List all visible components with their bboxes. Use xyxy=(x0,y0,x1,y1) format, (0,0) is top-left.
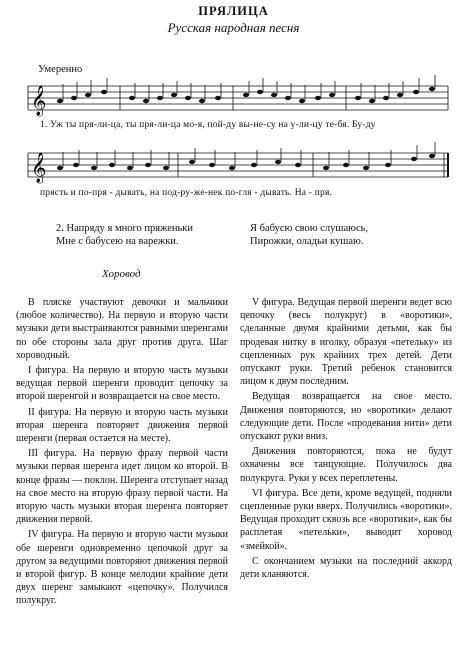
paragraph: II фигура. На первую и вторую часть музыки вторая шеренга повторяет движения первой шеренги (первая остается на месте). xyxy=(16,406,228,445)
tempo-marking: Умеренно xyxy=(38,64,83,75)
lyrics-line-2: прясть и по-пря - дывать, на под-ру-же-нек по-гля - дывать. На - пря. xyxy=(40,188,333,198)
song-subtitle: Русская народная песня xyxy=(167,20,300,35)
verse-line: 2. Напряду я много пряженьки xyxy=(56,223,194,234)
paragraph: III фигура. На первую фразу первой части музыки первая шеренга идет лицом ко второй. В конце фразы — поклон. Шеренга отступает назад на свое место на вторую фразу первой части. На вторую часть музыки вторая шеренга повторяет движения первой. xyxy=(16,448,228,526)
paragraph: С окончанием музыки на последний аккорд дети кланяются. xyxy=(240,555,452,581)
paragraph: VI фигура. Все дети, кроме ведущей, подняли сцепленные руки вверх. Получились «воротики». Ведущая проходит сквозь все «воротики», как бы расплетая «петельки», выводит хоровод «змейкой». xyxy=(240,487,452,552)
lyrics-line-1: 1. Уж ты пря-ли-ца, ты пря-ли-ца мо-я, пой-ду вы-не-су на у-ли-цу те-бя. Бу-ду xyxy=(40,120,376,130)
left-column xyxy=(16,296,228,610)
paragraph: В пляске участвуют девочки и мальчики (любое количество). На первую и вторую части музыки дети выстраиваются равными шеренгами по обе стороны зала друг против друга. Шаг хороводный. xyxy=(16,297,228,361)
notes-staff-1 xyxy=(57,75,435,103)
treble-clef-icon: 𝄞 xyxy=(31,86,47,116)
paragraph: Движения повторяются, пока не будут охвачены все танцующие. Получилось два полукруга. Руки у всех переплетены. xyxy=(240,446,452,484)
verse-line: Мне с бабусею на варежки. xyxy=(56,236,179,247)
paragraph: Ведущая возвращается на свое место. Движения повторяются, но «воротики» делают следующие дети. После «продевания нити» дети опускают руки вниз. xyxy=(240,391,452,443)
song-title: ПРЯЛИЦА xyxy=(198,4,269,18)
right-column xyxy=(240,296,452,583)
paragraph: I фигура. На первую и вторую часть музыки ведущая первой шеренги проводит цепочку за второй шеренгой и возвращается на свое место. xyxy=(16,365,228,403)
notes-staff-2 xyxy=(57,142,435,170)
music-staff-2 xyxy=(28,145,448,185)
treble-clef-icon: 𝄞 xyxy=(31,153,47,183)
verse2-left xyxy=(56,222,193,248)
verse2-right xyxy=(250,222,368,248)
music-staff-1 xyxy=(28,78,448,118)
verse-line: Я бабусю свою слушаюсь, xyxy=(250,223,369,234)
verse-line: Пирожки, оладьи кушаю. xyxy=(250,236,364,247)
paragraph: IV фигура. На первую и вторую части музыки обе шеренги одновременно цепочкой друг за другом за ведущими повторяют движения первой и второй фигур. В конце мелодии крайние дети двух шеренг замыкают «цепочку». Получился полукруг. xyxy=(16,529,228,607)
paragraph: V фигура. Ведущая первой шеренги ведет всю цепочку (весь полукруг) в «воротики», сделанные двумя крайними детьми, как бы продевая нитку в иголку, образуя «петельку» из сцепленных рук крайних трех детей. Дети опускают руки. Третий ребенок становится лицом к двум последним. xyxy=(240,297,452,388)
section-title: Хоровод xyxy=(102,268,141,280)
